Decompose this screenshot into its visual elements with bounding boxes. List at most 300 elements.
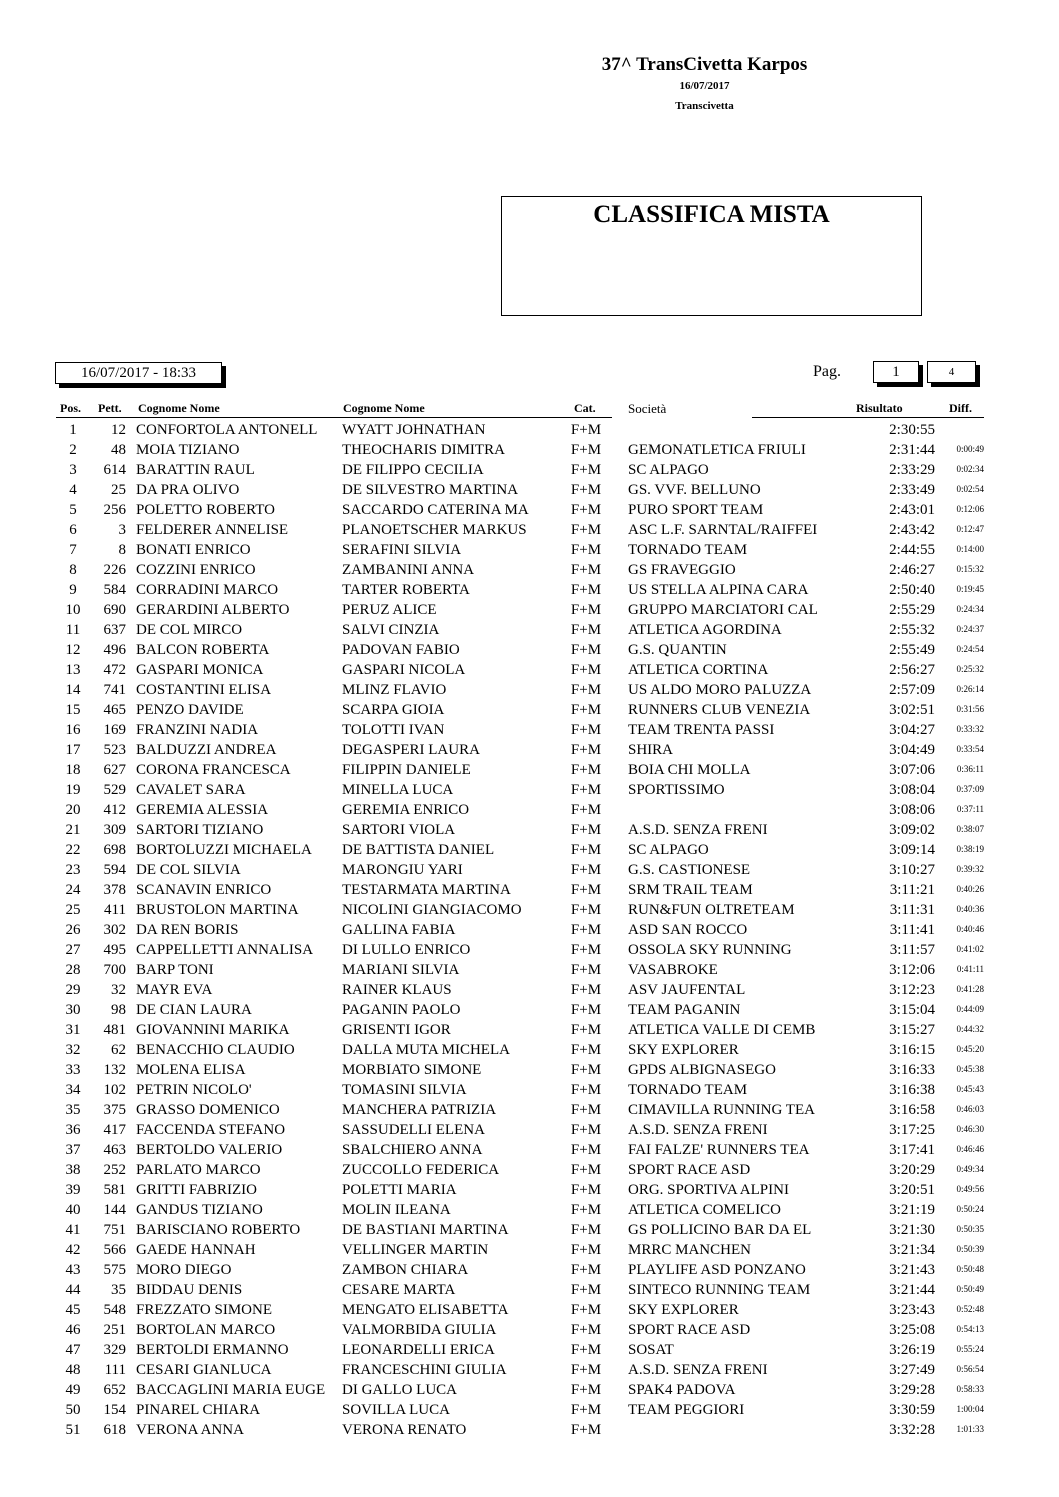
result-time: 3:16:58 bbox=[889, 1102, 935, 1118]
position: 21 bbox=[65, 822, 81, 838]
athlete-2-name: FRANCESCHINI GIULIA bbox=[342, 1362, 507, 1378]
bib-number: 154 bbox=[103, 1402, 126, 1418]
col-header-pett: Pett. bbox=[98, 401, 122, 415]
athlete-1-name: CORRADINI MARCO bbox=[136, 582, 279, 598]
result-time: 3:21:19 bbox=[889, 1202, 935, 1218]
athlete-2-name: MLINZ FLAVIO bbox=[342, 682, 447, 698]
time-gap: 0:45:43 bbox=[956, 1084, 984, 1094]
time-gap: 0:56:54 bbox=[956, 1364, 984, 1374]
team: ATLETICA COMELICO bbox=[628, 1202, 781, 1218]
athlete-1-name: GASPARI MONICA bbox=[136, 662, 264, 678]
athlete-1-name: BORTOLAN MARCO bbox=[136, 1322, 276, 1338]
athlete-2-name: THEOCHARIS DIMITRA bbox=[342, 442, 505, 458]
table-row bbox=[0, 561, 1059, 581]
time-gap: 0:38:07 bbox=[956, 824, 984, 834]
time-gap: 0:33:32 bbox=[956, 724, 984, 734]
bib-number: 465 bbox=[103, 702, 126, 718]
team: ASV JAUFENTAL bbox=[628, 982, 746, 998]
position: 50 bbox=[65, 1402, 81, 1418]
table-row bbox=[0, 1021, 1059, 1041]
category: F+M bbox=[570, 1102, 602, 1118]
position: 34 bbox=[65, 1082, 81, 1098]
team: ATLETICA AGORDINA bbox=[628, 622, 782, 638]
result-time: 3:12:06 bbox=[889, 962, 935, 978]
table-row bbox=[0, 461, 1059, 481]
team: TORNADO TEAM bbox=[628, 1082, 748, 1098]
table-row bbox=[0, 601, 1059, 621]
result-time: 3:07:06 bbox=[889, 762, 935, 778]
table-row bbox=[0, 501, 1059, 521]
result-time: 3:21:44 bbox=[889, 1282, 935, 1298]
time-gap: 0:46:30 bbox=[956, 1124, 984, 1134]
team: BOIA CHI MOLLA bbox=[628, 762, 751, 778]
athlete-1-name: VERONA ANNA bbox=[136, 1422, 244, 1438]
time-gap: 0:41:11 bbox=[956, 964, 984, 974]
table-row bbox=[0, 1341, 1059, 1361]
athlete-1-name: BERTOLDO VALERIO bbox=[136, 1142, 283, 1158]
bib-number: 25 bbox=[111, 482, 126, 498]
table-row bbox=[0, 581, 1059, 601]
bib-number: 251 bbox=[103, 1322, 126, 1338]
bib-number: 481 bbox=[103, 1022, 126, 1038]
time-gap: 0:45:38 bbox=[956, 1064, 984, 1074]
team: SC ALPAGO bbox=[628, 842, 709, 858]
position: 18 bbox=[65, 762, 81, 778]
position: 48 bbox=[65, 1362, 81, 1378]
team: GS POLLICINO BAR DA EL bbox=[628, 1222, 812, 1238]
team: TEAM PAGANIN bbox=[628, 1002, 741, 1018]
category: F+M bbox=[570, 1362, 602, 1378]
team: A.S.D. SENZA FRENI bbox=[628, 822, 768, 838]
category: F+M bbox=[570, 1342, 602, 1358]
time-gap: 0:49:34 bbox=[956, 1164, 984, 1174]
athlete-2-name: RAINER KLAUS bbox=[342, 982, 452, 998]
result-time: 2:43:42 bbox=[889, 522, 935, 538]
bib-number: 581 bbox=[103, 1182, 126, 1198]
athlete-2-name: GALLINA FABIA bbox=[342, 922, 456, 938]
position: 26 bbox=[65, 922, 81, 938]
athlete-1-name: GERARDINI ALBERTO bbox=[136, 602, 290, 618]
table-row bbox=[0, 881, 1059, 901]
table-row bbox=[0, 1381, 1059, 1401]
category: F+M bbox=[570, 562, 602, 578]
table-row bbox=[0, 1141, 1059, 1161]
athlete-1-name: PETRIN NICOLO' bbox=[136, 1082, 252, 1098]
event-title: 37^ TransCivetta Karpos bbox=[601, 54, 808, 75]
results-table bbox=[0, 421, 1059, 1441]
col-header-pos: Pos. bbox=[60, 401, 81, 415]
time-gap: 0:31:56 bbox=[956, 704, 984, 714]
athlete-2-name: POLETTI MARIA bbox=[342, 1182, 457, 1198]
athlete-2-name: SOVILLA LUCA bbox=[342, 1402, 450, 1418]
athlete-1-name: FRANZINI NADIA bbox=[136, 722, 259, 738]
result-time: 3:04:27 bbox=[889, 722, 935, 738]
category: F+M bbox=[570, 702, 602, 718]
team: GS FRAVEGGIO bbox=[628, 562, 736, 578]
col-header-name2: Cognome Nome bbox=[343, 401, 425, 415]
category: F+M bbox=[570, 582, 602, 598]
bib-number: 417 bbox=[103, 1122, 126, 1138]
athlete-2-name: SBALCHIERO ANNA bbox=[342, 1142, 483, 1158]
athlete-1-name: FELDERER ANNELISE bbox=[136, 522, 289, 538]
result-time: 2:57:09 bbox=[889, 682, 935, 698]
team: GRUPPO MARCIATORI CAL bbox=[628, 602, 818, 618]
athlete-1-name: MORO DIEGO bbox=[136, 1262, 232, 1278]
athlete-1-name: BALDUZZI ANDREA bbox=[136, 742, 277, 758]
time-gap: 0:45:20 bbox=[956, 1044, 984, 1054]
result-time: 3:16:15 bbox=[889, 1042, 935, 1058]
bib-number: 463 bbox=[103, 1142, 126, 1158]
bib-number: 309 bbox=[103, 822, 126, 838]
position: 13 bbox=[65, 662, 81, 678]
category: F+M bbox=[570, 982, 602, 998]
athlete-2-name: MENGATO ELISABETTA bbox=[342, 1302, 509, 1318]
time-gap: 0:50:35 bbox=[956, 1224, 984, 1234]
team: SRM TRAIL TEAM bbox=[628, 882, 753, 898]
bib-number: 751 bbox=[103, 1222, 126, 1238]
bib-number: 698 bbox=[103, 842, 126, 858]
bib-number: 529 bbox=[103, 782, 126, 798]
result-time: 3:20:51 bbox=[889, 1182, 935, 1198]
time-gap: 0:02:34 bbox=[956, 464, 984, 474]
team: PLAYLIFE ASD PONZANO bbox=[628, 1262, 806, 1278]
table-row bbox=[0, 1401, 1059, 1421]
time-gap: 0:24:37 bbox=[956, 624, 984, 634]
team: US ALDO MORO PALUZZA bbox=[628, 682, 812, 698]
position: 51 bbox=[65, 1422, 81, 1438]
table-row bbox=[0, 1041, 1059, 1061]
athlete-2-name: SALVI CINZIA bbox=[342, 622, 440, 638]
category: F+M bbox=[570, 862, 602, 878]
time-gap: 0:50:49 bbox=[956, 1284, 984, 1294]
result-time: 3:26:19 bbox=[889, 1342, 935, 1358]
athlete-2-name: TOMASINI SILVIA bbox=[342, 1082, 467, 1098]
athlete-1-name: GRASSO DOMENICO bbox=[136, 1102, 280, 1118]
category: F+M bbox=[570, 542, 602, 558]
team: ASD SAN ROCCO bbox=[628, 922, 748, 938]
result-time: 2:55:49 bbox=[889, 642, 935, 658]
athlete-1-name: MAYR EVA bbox=[136, 982, 213, 998]
category: F+M bbox=[570, 1162, 602, 1178]
category: F+M bbox=[570, 1142, 602, 1158]
result-time: 2:43:01 bbox=[889, 502, 935, 518]
race-name: Transcivetta bbox=[675, 100, 734, 112]
table-row bbox=[0, 621, 1059, 641]
position: 35 bbox=[65, 1102, 81, 1118]
result-time: 3:16:38 bbox=[889, 1082, 935, 1098]
athlete-1-name: DE CIAN LAURA bbox=[136, 1002, 252, 1018]
table-row bbox=[0, 1321, 1059, 1341]
time-gap: 0:36:11 bbox=[956, 764, 984, 774]
time-gap: 0:19:45 bbox=[956, 584, 984, 594]
time-gap: 0:44:32 bbox=[956, 1024, 984, 1034]
athlete-1-name: BARISCIANO ROBERTO bbox=[136, 1222, 301, 1238]
time-gap: 0:40:46 bbox=[956, 924, 984, 934]
result-time: 2:50:40 bbox=[889, 582, 935, 598]
result-time: 3:11:31 bbox=[889, 902, 935, 918]
category: F+M bbox=[570, 882, 602, 898]
result-time: 3:16:33 bbox=[889, 1062, 935, 1078]
team: SINTECO RUNNING TEAM bbox=[628, 1282, 811, 1298]
result-time: 3:29:28 bbox=[889, 1382, 935, 1398]
category: F+M bbox=[570, 502, 602, 518]
result-time: 3:21:43 bbox=[889, 1262, 935, 1278]
athlete-1-name: CAPPELLETTI ANNALISA bbox=[136, 942, 314, 958]
position: 6 bbox=[69, 522, 77, 538]
athlete-1-name: GRITTI FABRIZIO bbox=[136, 1182, 257, 1198]
athlete-1-name: SCANAVIN ENRICO bbox=[136, 882, 272, 898]
category: F+M bbox=[570, 662, 602, 678]
team: GEMONATLETICA FRIULI bbox=[628, 442, 806, 458]
athlete-1-name: BONATI ENRICO bbox=[136, 542, 251, 558]
bib-number: 496 bbox=[103, 642, 126, 658]
result-time: 3:12:23 bbox=[889, 982, 935, 998]
athlete-1-name: DA REN BORIS bbox=[136, 922, 239, 938]
time-gap: 0:41:02 bbox=[956, 944, 984, 954]
time-gap: 1:00:04 bbox=[956, 1404, 984, 1414]
category: F+M bbox=[570, 1122, 602, 1138]
bib-number: 412 bbox=[103, 802, 126, 818]
table-row bbox=[0, 821, 1059, 841]
athlete-1-name: BACCAGLINI MARIA EUGE bbox=[136, 1382, 326, 1398]
athlete-2-name: MARIANI SILVIA bbox=[342, 962, 460, 978]
position: 11 bbox=[65, 622, 81, 638]
category: F+M bbox=[570, 742, 602, 758]
athlete-2-name: SASSUDELLI ELENA bbox=[342, 1122, 485, 1138]
category: F+M bbox=[570, 622, 602, 638]
athlete-1-name: MOLENA ELISA bbox=[136, 1062, 246, 1078]
athlete-2-name: TESTARMATA MARTINA bbox=[342, 882, 511, 898]
position: 33 bbox=[65, 1062, 81, 1078]
athlete-2-name: VALMORBIDA GIULIA bbox=[342, 1322, 497, 1338]
col-header-societa: Società bbox=[628, 401, 667, 416]
result-time: 3:11:21 bbox=[889, 882, 935, 898]
result-time: 3:08:06 bbox=[889, 802, 935, 818]
time-gap: 0:41:28 bbox=[956, 984, 984, 994]
time-gap: 0:02:54 bbox=[956, 484, 984, 494]
athlete-1-name: DE COL MIRCO bbox=[136, 622, 243, 638]
bib-number: 62 bbox=[111, 1042, 126, 1058]
result-time: 3:08:04 bbox=[889, 782, 935, 798]
bib-number: 627 bbox=[103, 762, 126, 778]
bib-number: 614 bbox=[103, 462, 126, 478]
athlete-2-name: CESARE MARTA bbox=[342, 1282, 456, 1298]
bib-number: 32 bbox=[111, 982, 126, 998]
athlete-2-name: PAGANIN PAOLO bbox=[342, 1002, 461, 1018]
table-row bbox=[0, 1261, 1059, 1281]
athlete-2-name: FILIPPIN DANIELE bbox=[342, 762, 471, 778]
bib-number: 35 bbox=[111, 1282, 126, 1298]
bib-number: 132 bbox=[103, 1062, 126, 1078]
time-gap: 0:40:26 bbox=[956, 884, 984, 894]
position: 17 bbox=[65, 742, 81, 758]
category: F+M bbox=[570, 1302, 602, 1318]
table-row bbox=[0, 1101, 1059, 1121]
time-gap: 1:01:33 bbox=[956, 1424, 984, 1434]
category: F+M bbox=[570, 822, 602, 838]
bib-number: 741 bbox=[103, 682, 126, 698]
bib-number: 584 bbox=[103, 582, 126, 598]
athlete-2-name: DI GALLO LUCA bbox=[342, 1382, 457, 1398]
athlete-1-name: COZZINI ENRICO bbox=[136, 562, 256, 578]
table-row bbox=[0, 921, 1059, 941]
category: F+M bbox=[570, 602, 602, 618]
table-row bbox=[0, 1061, 1059, 1081]
position: 9 bbox=[69, 582, 77, 598]
col-header-diff: Diff. bbox=[949, 401, 972, 415]
result-time: 3:09:02 bbox=[889, 822, 935, 838]
category: F+M bbox=[570, 782, 602, 798]
athlete-2-name: MORBIATO SIMONE bbox=[342, 1062, 482, 1078]
category: F+M bbox=[570, 642, 602, 658]
athlete-1-name: PINAREL CHIARA bbox=[136, 1402, 261, 1418]
table-row bbox=[0, 1201, 1059, 1221]
position: 27 bbox=[65, 942, 81, 958]
position: 14 bbox=[65, 682, 81, 698]
team: SPORT RACE ASD bbox=[628, 1322, 751, 1338]
bib-number: 252 bbox=[103, 1162, 126, 1178]
category: F+M bbox=[570, 1062, 602, 1078]
table-row bbox=[0, 1241, 1059, 1261]
bib-number: 594 bbox=[103, 862, 126, 878]
table-row bbox=[0, 941, 1059, 961]
bib-number: 48 bbox=[111, 442, 126, 458]
table-row bbox=[0, 761, 1059, 781]
category: F+M bbox=[570, 1042, 602, 1058]
team: MRRC MANCHEN bbox=[628, 1242, 751, 1258]
bib-number: 637 bbox=[103, 622, 126, 638]
result-time: 2:55:32 bbox=[889, 622, 935, 638]
category: F+M bbox=[570, 1322, 602, 1338]
bib-number: 378 bbox=[103, 882, 126, 898]
athlete-2-name: ZAMBANINI ANNA bbox=[342, 562, 475, 578]
position: 46 bbox=[65, 1322, 81, 1338]
team: PURO SPORT TEAM bbox=[628, 502, 764, 518]
event-header bbox=[0, 54, 1059, 112]
position: 29 bbox=[65, 982, 81, 998]
athlete-1-name: PARLATO MARCO bbox=[136, 1162, 261, 1178]
athlete-1-name: FREZZATO SIMONE bbox=[136, 1302, 272, 1318]
print-timestamp: 16/07/2017 - 18:33 bbox=[55, 362, 222, 384]
result-time: 2:30:55 bbox=[889, 422, 935, 438]
position: 49 bbox=[65, 1382, 81, 1398]
athlete-1-name: CONFORTOLA ANTONELL bbox=[136, 422, 318, 438]
athlete-2-name: MINELLA LUCA bbox=[342, 782, 454, 798]
time-gap: 0:50:48 bbox=[956, 1264, 984, 1274]
table-row bbox=[0, 981, 1059, 1001]
team: SPAK4 PADOVA bbox=[628, 1382, 736, 1398]
bib-number: 8 bbox=[118, 542, 126, 558]
bib-number: 169 bbox=[103, 722, 126, 738]
time-gap: 0:54:13 bbox=[956, 1324, 984, 1334]
athlete-2-name: DE BASTIANI MARTINA bbox=[342, 1222, 509, 1238]
athlete-2-name: PERUZ ALICE bbox=[342, 602, 437, 618]
time-gap: 0:12:06 bbox=[956, 504, 984, 514]
team: GS. VVF. BELLUNO bbox=[628, 482, 761, 498]
header-underline-right bbox=[752, 417, 984, 418]
team: ORG. SPORTIVA ALPINI bbox=[628, 1182, 789, 1198]
category: F+M bbox=[570, 482, 602, 498]
table-row bbox=[0, 1221, 1059, 1241]
page-total: 4 bbox=[927, 361, 976, 383]
result-time: 3:17:25 bbox=[889, 1122, 935, 1138]
category: F+M bbox=[570, 922, 602, 938]
team: US STELLA ALPINA CARA bbox=[628, 582, 809, 598]
athlete-2-name: TARTER ROBERTA bbox=[342, 582, 470, 598]
result-time: 2:33:29 bbox=[889, 462, 935, 478]
table-row bbox=[0, 841, 1059, 861]
team: A.S.D. SENZA FRENI bbox=[628, 1122, 768, 1138]
classification-box bbox=[501, 196, 922, 316]
time-gap: 0:33:54 bbox=[956, 744, 984, 754]
category: F+M bbox=[570, 1082, 602, 1098]
category: F+M bbox=[570, 962, 602, 978]
position: 42 bbox=[65, 1242, 81, 1258]
position: 16 bbox=[65, 722, 81, 738]
athlete-1-name: GANDUS TIZIANO bbox=[136, 1202, 263, 1218]
time-gap: 0:37:11 bbox=[956, 804, 984, 814]
result-time: 2:44:55 bbox=[889, 542, 935, 558]
table-row bbox=[0, 1181, 1059, 1201]
position: 8 bbox=[69, 562, 77, 578]
col-header-cat: Cat. bbox=[574, 401, 596, 415]
position: 19 bbox=[65, 782, 81, 798]
team: TORNADO TEAM bbox=[628, 542, 748, 558]
table-row bbox=[0, 441, 1059, 461]
result-time: 3:10:27 bbox=[889, 862, 935, 878]
time-gap: 0:24:54 bbox=[956, 644, 984, 654]
category: F+M bbox=[570, 682, 602, 698]
bib-number: 329 bbox=[103, 1342, 126, 1358]
team: ATLETICA VALLE DI CEMB bbox=[628, 1022, 816, 1038]
athlete-1-name: GAEDE HANNAH bbox=[136, 1242, 256, 1258]
table-row bbox=[0, 801, 1059, 821]
position: 20 bbox=[65, 802, 81, 818]
result-time: 2:46:27 bbox=[889, 562, 935, 578]
team: VASABROKE bbox=[628, 962, 718, 978]
athlete-2-name: GEREMIA ENRICO bbox=[342, 802, 470, 818]
athlete-2-name: TOLOTTI IVAN bbox=[342, 722, 445, 738]
table-row bbox=[0, 741, 1059, 761]
athlete-1-name: POLETTO ROBERTO bbox=[136, 502, 275, 518]
team: RUN&FUN OLTRETEAM bbox=[628, 902, 795, 918]
athlete-1-name: CESARI GIANLUCA bbox=[136, 1362, 272, 1378]
athlete-1-name: BERTOLDI ERMANNO bbox=[136, 1342, 289, 1358]
result-time: 3:21:30 bbox=[889, 1222, 935, 1238]
result-time: 3:21:34 bbox=[889, 1242, 935, 1258]
team: SKY EXPLORER bbox=[628, 1302, 739, 1318]
table-row bbox=[0, 1161, 1059, 1181]
category: F+M bbox=[570, 1242, 602, 1258]
athlete-1-name: BENACCHIO CLAUDIO bbox=[136, 1042, 295, 1058]
result-time: 3:09:14 bbox=[889, 842, 935, 858]
position: 31 bbox=[65, 1022, 81, 1038]
result-time: 3:15:04 bbox=[889, 1002, 935, 1018]
athlete-2-name: SCARPA GIOIA bbox=[342, 702, 445, 718]
position: 32 bbox=[65, 1042, 81, 1058]
result-time: 3:30:59 bbox=[889, 1402, 935, 1418]
time-gap: 0:49:56 bbox=[956, 1184, 984, 1194]
athlete-2-name: GRISENTI IGOR bbox=[342, 1022, 451, 1038]
time-gap: 0:58:33 bbox=[956, 1384, 984, 1394]
team: FAI FALZE' RUNNERS TEA bbox=[628, 1142, 810, 1158]
athlete-2-name: PADOVAN FABIO bbox=[342, 642, 460, 658]
table-row bbox=[0, 681, 1059, 701]
category: F+M bbox=[570, 842, 602, 858]
col-header-risultato: Risultato bbox=[856, 401, 903, 415]
team: SPORTISSIMO bbox=[628, 782, 725, 798]
classification-title: CLASSIFICA MISTA bbox=[593, 201, 830, 228]
